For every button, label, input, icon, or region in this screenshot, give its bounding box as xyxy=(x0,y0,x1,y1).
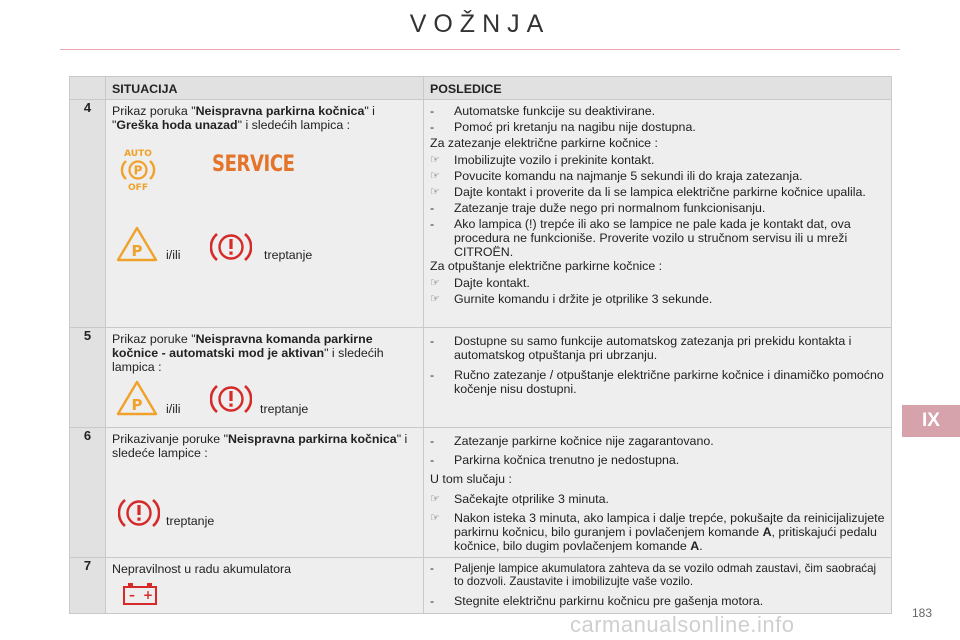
blink-label: treptanje xyxy=(264,248,313,262)
consequence-cell: - Zatezanje parkirne kočnice nije zagarantovano. - Parkirna kočnica trenutno je nedostupna. U tom slučaju : ☞ Sačekajte otprilike 3 minuta. ☞ Nakon isteka 3 minuta, ako lampica i dalje trepće, pokušajte da reinicijalizujete parkirnu kočnicu, bilo guranjem i povlačenjem komande A, pritiskajući pedalu kočnice, bilo dugim povlačenjem komande A. xyxy=(424,428,892,558)
service-icon: SERVICE xyxy=(212,152,295,177)
svg-text:+: + xyxy=(142,588,154,602)
brake-exclamation-icon xyxy=(210,382,252,416)
table-row xyxy=(70,428,892,558)
or-label: i/ili xyxy=(166,248,181,262)
table-row xyxy=(70,328,892,428)
blink-label: treptanje xyxy=(166,514,215,528)
battery-icon xyxy=(122,582,158,606)
p-warning-triangle-icon xyxy=(116,380,158,416)
situation-cell xyxy=(106,100,424,328)
svg-text:OFF: OFF xyxy=(128,183,148,191)
consequence-cell: - Dostupne su samo funkcije automatskog zatezanja pri prekidu kontakta i automatskog otpuštanja pri ubrzanju. - Ručno zatezanje / otpuštanje električne parkirne kočnice i dinamičko pomoćno kočenje nisu dostupni. xyxy=(424,328,892,428)
svg-text:AUTO: AUTO xyxy=(124,149,152,159)
auto-p-off-icon xyxy=(118,147,158,191)
chapter-tab: IX xyxy=(902,405,960,437)
row-number: 4 xyxy=(70,100,106,328)
or-label: i/ili xyxy=(166,402,181,416)
situation-text: Prikaz poruke "Neispravna komanda parkirne kočnice - automatski mod je aktivan" i sledećih lampica : xyxy=(112,332,384,374)
page-title: VOŽNJA xyxy=(409,10,551,38)
table-row xyxy=(70,100,892,328)
consequence-cell: - Paljenje lampice akumulatora zahteva da se vozilo odmah zaustavi, čim saobraćaj to dozvoli. Zaustavite i imobilizujte vaše vozilo. - Stegnite električnu parkirnu kočnicu pre gašenja motora. xyxy=(424,558,892,614)
situation-cell xyxy=(106,428,424,558)
consequence-cell: - Automatske funkcije su deaktivirane. - Pomoć pri kretanju na nagibu nije dostupna. Za zatezanje električne parkirne kočnice : ☞ Imobilizujte vozilo i prekinite kontakt. ☞ Povucite komandu na najmanje 5 sekundi ili do kraja zatezanja. ☞ Dajte kontakt i proverite da li se lampica električne parkirne kočnice upalila. - Zatezanje traje duže nego pri normalnom funkcionisanju. - Ako lampica (!) trepće ili ako se lampice ne pale kada je kontakt dat, ova procedura ne funkcioniše. Proverite vozilo u stručnom servisu ili u mreži CITROËN. Za otpuštanje električne parkirne kočnice : ☞ Dajte kontakt. ☞ Gurnite komandu i držite je otprilike 3 sekunde. xyxy=(424,100,892,328)
row-number: 7 xyxy=(70,558,106,614)
svg-text:–: – xyxy=(129,588,135,602)
p-warning-triangle-icon xyxy=(116,226,158,262)
header-consequence: POSLEDICE xyxy=(424,77,892,100)
table-row xyxy=(70,558,892,614)
watermark: carmanualsonline.info xyxy=(570,612,795,637)
header-blank xyxy=(70,77,106,100)
fault-table xyxy=(69,76,892,614)
svg-text:P: P xyxy=(133,163,143,178)
title-rule xyxy=(60,49,900,50)
row-number: 5 xyxy=(70,328,106,428)
svg-text:P: P xyxy=(131,242,143,260)
brake-exclamation-icon xyxy=(118,496,160,530)
page-number: 183 xyxy=(912,606,933,620)
brake-exclamation-icon xyxy=(210,230,252,264)
situation-text: Prikaz poruka "Neispravna parkirna kočnica" i "Greška hoda unazad" i sledećih lampica : xyxy=(112,104,375,132)
svg-text:P: P xyxy=(131,396,143,414)
header-situation: SITUACIJA xyxy=(106,77,424,100)
situation-cell xyxy=(106,558,424,614)
situation-text: Nepravilnost u radu akumulatora xyxy=(112,562,292,576)
situation-text: Prikazivanje poruke "Neispravna parkirna kočnica" i sledeće lampice : xyxy=(112,432,408,460)
situation-cell xyxy=(106,328,424,428)
table-header-row xyxy=(70,77,892,100)
blink-label: treptanje xyxy=(260,402,309,416)
row-number: 6 xyxy=(70,428,106,558)
